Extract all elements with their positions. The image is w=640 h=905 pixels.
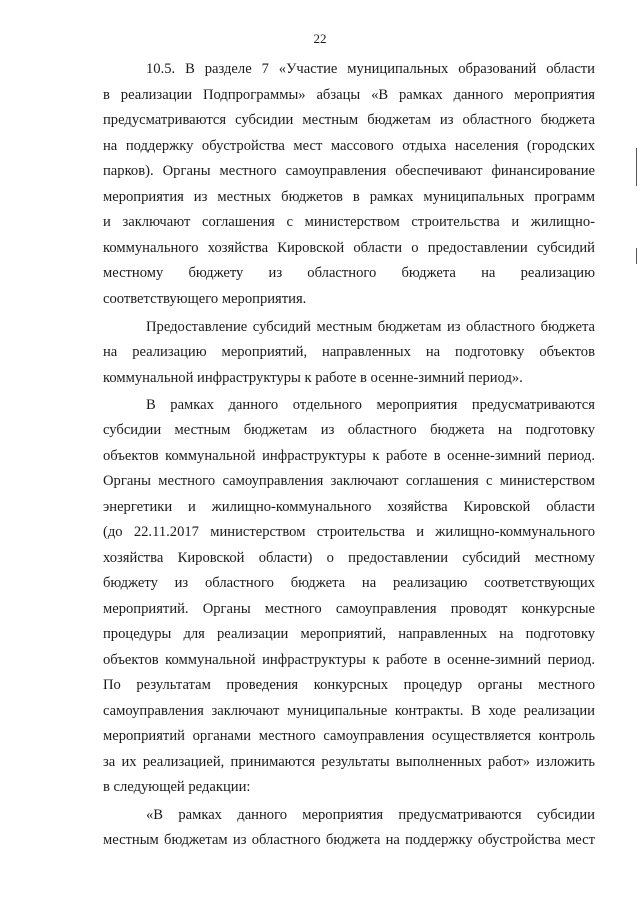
text-line: Органы местного самоуправления заключают соглашения с министерством xyxy=(103,473,595,489)
text-line: В рамках данного отдельного мероприятия предусматриваются xyxy=(146,397,595,413)
text-line: за их реализацией, принимаются результаты выполненных работ» изложить xyxy=(103,754,595,770)
text-line: мероприятия из местных бюджетов в рамках муниципальных программ xyxy=(103,189,595,205)
text-line: По результатам проведения конкурсных процедур органы местного xyxy=(103,677,595,693)
scan-edge-mark xyxy=(636,148,637,186)
text-line: коммунальной инфраструктуры к работе в осенне-зимний период». xyxy=(103,370,523,386)
text-line: в следующей редакции: xyxy=(103,779,251,795)
text-line: мероприятий. Органы местного самоуправления проводят конкурсные xyxy=(103,601,595,617)
text-line: коммунального хозяйства Кировской области о предоставлении субсидий xyxy=(103,240,595,256)
text-line: объектов коммунальной инфраструктуры к работе в осенне-зимний период. xyxy=(103,652,595,668)
text-line: местному бюджету из областного бюджета на реализацию xyxy=(103,265,595,281)
text-line: энергетики и жилищно-коммунального хозяйства Кировской области xyxy=(103,499,595,515)
text-line: хозяйства Кировской области) о предоставлении субсидий местному xyxy=(103,550,595,566)
text-line: самоуправления заключают муниципальные контракты. В ходе реализации xyxy=(103,703,595,719)
text-line: бюджету из областного бюджета на реализацию соответствующих xyxy=(103,575,595,591)
text-line: субсидии местным бюджетам из областного бюджета на подготовку xyxy=(103,422,595,438)
text-line: и заключают соглашения с министерством строительства и жилищно- xyxy=(103,214,595,230)
text-line: 10.5. В разделе 7 «Участие муниципальных образований области xyxy=(146,61,595,77)
text-line: Предоставление субсидий местным бюджетам из областного бюджета xyxy=(146,319,595,335)
text-line: (до 22.11.2017 министерством строительства и жилищно-коммунального xyxy=(103,524,595,540)
text-line: мероприятий органами местного самоуправления осуществляется контроль xyxy=(103,728,595,744)
text-line: «В рамках данного мероприятия предусматриваются субсидии xyxy=(146,807,595,823)
text-line: объектов коммунальной инфраструктуры к работе в осенне-зимний период. xyxy=(103,448,595,464)
page-number: 22 xyxy=(313,31,327,46)
text-line: на реализацию мероприятий, направленных на подготовку объектов xyxy=(103,344,595,360)
text-line: в реализации Подпрограммы» абзацы «В рамках данного мероприятия xyxy=(103,87,595,103)
text-line: на поддержку обустройства мест массового отдыха населения (городских xyxy=(103,138,595,154)
text-line: местным бюджетам из областного бюджета на поддержку обустройства мест xyxy=(103,832,595,848)
text-line: предусматриваются субсидии местным бюджетам из областного бюджета xyxy=(103,112,595,128)
text-line: соответствующего мероприятия. xyxy=(103,291,307,307)
text-line: парков). Органы местного самоуправления обеспечивают финансирование xyxy=(103,163,595,179)
text-line: процедуры для реализации мероприятий, направленных на подготовку xyxy=(103,626,595,642)
scan-edge-mark xyxy=(636,248,637,264)
